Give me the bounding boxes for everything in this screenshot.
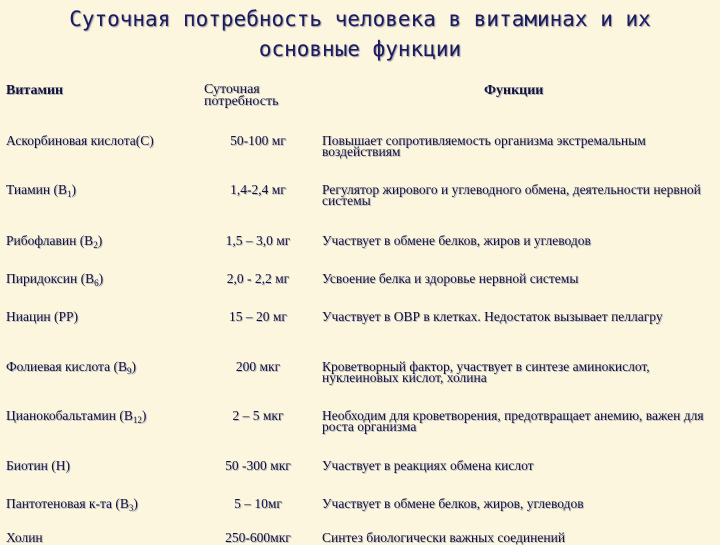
vitamin-name-suffix: )	[131, 359, 136, 374]
function-text: Повышает сопротивляемость организма экстремальным воздействиям	[322, 133, 646, 159]
page-title	[0, 4, 720, 64]
vitamin-name-suffix: )	[133, 496, 138, 511]
vitamin-name	[6, 496, 206, 513]
vitamin-name-text: Аскорбиновая кислота(С)	[6, 133, 154, 148]
vitamin-name-suffix: )	[98, 271, 104, 286]
vitamin-name	[6, 311, 206, 322]
vitamin-name	[6, 271, 206, 288]
function-text: Усвоение белка и здоровье нервной системы	[322, 271, 579, 286]
vitamin-name	[6, 233, 206, 250]
header-daily-need	[204, 84, 279, 108]
function-text: Участвует в обмене белков, жиров, углеводов	[322, 496, 584, 511]
vitamin-subscript: 12	[132, 415, 142, 425]
daily-need: 200 мкг	[235, 359, 281, 374]
title-line-1: Суточная потребность человека в витаминах и их	[69, 7, 651, 31]
daily-need: 15 – 20 мг	[229, 309, 287, 324]
header-vitamin: Витамин	[6, 83, 64, 98]
vitamin-name-text: Пиридоксин (В	[6, 271, 95, 286]
vitamin-name-suffix: )	[141, 408, 147, 423]
vitamin-name	[6, 532, 206, 543]
daily-need: 1,4-2,4 мг	[230, 182, 286, 197]
vitamin-name	[6, 408, 206, 425]
vitamin-name-text: Биотин (Н)	[6, 458, 71, 473]
daily-need: 250-600мкг	[225, 530, 291, 545]
function-text: Участвует в реакциях обмена кислот	[322, 458, 534, 473]
vitamin-name-suffix: )	[97, 233, 103, 248]
vitamin-name-text: Рибофлавин (В	[6, 233, 94, 248]
header-daily-need-line2: потребность	[204, 94, 279, 109]
vitamin-name-text: Цианокобальтамин (В	[6, 408, 133, 423]
vitamin-subscript: 6	[94, 278, 99, 288]
function-text: Участвует в ОВР в клетках. Недостаток вызывает пеллагру	[322, 309, 663, 324]
vitamin-subscript: 2	[93, 240, 98, 250]
daily-need: 2 – 5 мкг	[232, 408, 284, 423]
vitamin-subscript: 9	[126, 366, 132, 376]
daily-need: 2,0 - 2,2 мг	[226, 271, 290, 286]
header-functions: Функции	[484, 83, 544, 98]
title-line-2: основные функции	[258, 37, 462, 61]
vitamin-name	[6, 460, 206, 471]
function-text: Синтез биологически важных соединений	[322, 530, 566, 545]
header-daily-need-line1: Суточная	[204, 82, 260, 97]
daily-need: 5 – 10мг	[234, 496, 282, 511]
vitamin-name	[6, 135, 206, 146]
vitamin-name-text: Ниацин (РР)	[6, 309, 79, 324]
vitamin-subscript: 1	[67, 189, 72, 199]
vitamin-subscript: 3	[128, 503, 134, 513]
daily-need: 50 -300 мкг	[225, 458, 291, 473]
vitamin-name-text: Холин	[6, 530, 43, 545]
vitamin-name-text: Фолиевая кислота (В	[6, 359, 127, 374]
vitamin-name-text: Пантотеновая к-та (В	[6, 496, 129, 511]
daily-need: 1,5 – 3,0 мг	[225, 233, 291, 248]
vitamin-name	[6, 182, 206, 199]
function-text: Участвует в обмене белков, жиров и углеводов	[322, 233, 591, 248]
vitamin-name	[6, 359, 206, 376]
function-text: Необходим для кроветворения, предотвращает анемию, важен для роста организма	[322, 408, 704, 434]
function-text: Кроветворный фактор, участвует в синтезе аминокислот, нуклеиновых кислот, холина	[322, 359, 650, 385]
daily-need: 50-100 мг	[230, 133, 286, 148]
function-text: Регулятор жирового и углеводного обмена, деятельности нервной системы	[322, 182, 701, 208]
vitamin-name-suffix: )	[71, 182, 76, 197]
vitamin-name-text: Тиамин (В	[6, 182, 67, 197]
